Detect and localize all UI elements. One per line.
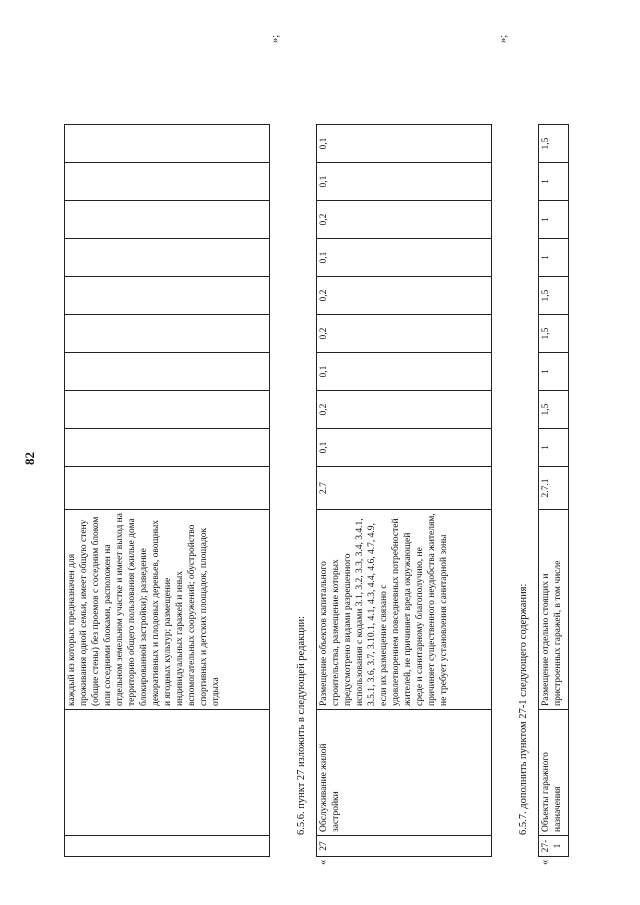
cell-value: 1 <box>539 163 569 201</box>
cell-empty <box>65 277 270 315</box>
cell-description: каждый из которых предназначен для проживания одной семьи, имеет общую стену (общие стены) без проемов с соседним блоком или соседними блоками, расположен на отдельном земельном участке и имеет выход на территорию общего пользования (жилые дома блокированной застройки); разведение декоративных и плодовых деревьев, овощных и ягодных культур; размещение индивидуальных гаражей и иных вспомогательных сооружений; обустройство спортивных и детских площадок, площадок отдыха <box>65 510 270 710</box>
table-continuation <box>64 124 270 857</box>
cell-value: 0,1 <box>317 429 492 467</box>
cell-number: 27 <box>317 836 492 857</box>
cell-value: 1 <box>539 353 569 391</box>
cell-name: Обслуживание жилой застройки <box>317 710 492 836</box>
table-row-27 <box>316 124 492 857</box>
cell-value: 0,1 <box>317 125 492 163</box>
cell-value: 1,5 <box>539 277 569 315</box>
cell-value: 0,2 <box>317 391 492 429</box>
cell-number: 27-1 <box>539 836 569 857</box>
cell-description: Размещение объектов капитального строительства, размещение которых предусмотрено видами разрешенного использования с кодами 3.1, 3.2, 3.3, 3.4, 3.4.1, 3.5.1, 3.6, 3.7, 3.10.1, 4.1, 4.3, 4.4, 4.6, 4.7, 4.9, если их размещение связано с удовлетворением повседневных потребностей жителей, не причиняет вреда окружающей среде и санитарному благополучию, не причиняет существенного неудобства жителям, не требует установления санитарной зоны <box>317 510 492 710</box>
cell-value: 1,5 <box>539 391 569 429</box>
cell-value: 0,2 <box>317 277 492 315</box>
cell-name: Объекты гаражного назначения <box>539 710 569 836</box>
cell-value: 1,5 <box>539 125 569 163</box>
cell-value: 0,1 <box>317 353 492 391</box>
cell-description: Размещение отдельно стоящих и пристроенных гаражей, в том числе <box>539 510 569 710</box>
table-row-27-1 <box>538 124 569 857</box>
cell-value: 1 <box>539 201 569 239</box>
cell-empty <box>65 836 270 857</box>
cell-empty <box>65 125 270 163</box>
cell-code: 2.7.1 <box>539 467 569 510</box>
quote-open: « <box>318 859 329 865</box>
cell-value: 1,5 <box>539 315 569 353</box>
quote-close: »; <box>270 34 281 43</box>
cell-value: 1 <box>539 239 569 277</box>
page-number: 82 <box>22 452 37 465</box>
cell-empty <box>65 315 270 353</box>
cell-value: 0,1 <box>317 163 492 201</box>
cell-value: 0,2 <box>317 201 492 239</box>
cell-empty <box>65 239 270 277</box>
cell-empty <box>65 163 270 201</box>
cell-value: 0,1 <box>317 239 492 277</box>
cell-empty <box>65 201 270 239</box>
quote-open: « <box>540 859 551 865</box>
cell-empty <box>65 429 270 467</box>
cell-code: 2.7 <box>317 467 492 510</box>
paragraph-657: 6.5.7. дополнить пунктом 27-1 следующего содержания: <box>518 583 529 835</box>
quote-close: »; <box>498 34 509 43</box>
cell-value: 1 <box>539 429 569 467</box>
cell-empty <box>65 353 270 391</box>
cell-value: 0,2 <box>317 315 492 353</box>
cell-empty <box>65 467 270 510</box>
paragraph-656: 6.5.6. пункт 27 изложить в следующей редакции: <box>296 616 307 835</box>
cell-empty <box>65 391 270 429</box>
cell-empty <box>65 710 270 836</box>
